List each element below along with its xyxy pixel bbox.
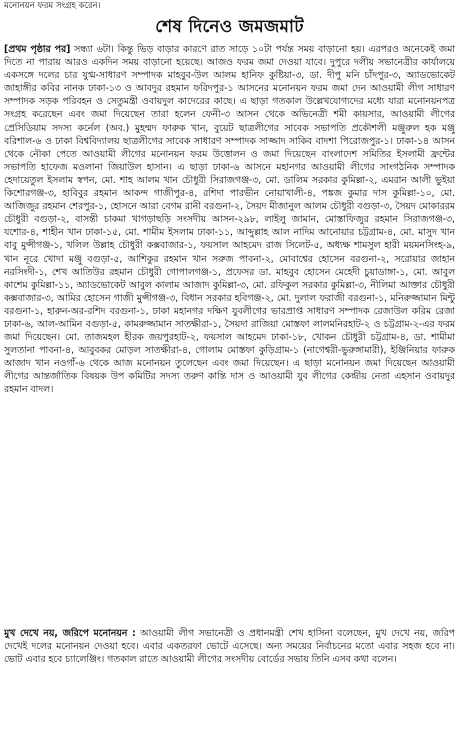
article-body [4,43,455,621]
article-headline: শেষ দিনেও জমজমাট [155,17,304,37]
continuation-label: [প্রথম পৃষ্ঠার পর] [4,44,71,55]
article-body-text: সন্ধ্যা ৬টা। কিন্তু ভিড় বাড়ার কারণে রাত সাড়ে ১০টা পর্যন্ত সময় বাড়ানো হয়। এরপরও অনেকেই জমা দিতে না পারায় আরও একদিন সময় বাড়ানো হয়েছে। আজও ফরম জমা দেওয়া যাবে। দুপুরে দলীয় সভানেত্রীর কার্যালয়ে একসঙ্গে দলের চার যুগ্ম-সাধারণ সম্পাদক মাহবুব-উল আলম হানিফ কুষ্টিয়া-৩, ডা. দীপু মনি চাঁদপুর-৩, অ্যাডভোকেট জাহাঙ্গীর কবির নানক ঢাকা-১৩ ও আবদুর রহমান ফরিদপুর-১ আসনের মনোনয়ন ফরম জমা দেন আওয়ামী লীগ সাধারণ সম্পাদক সড়ক পরিবহন ও সেতুমন্ত্রী ওবায়দুল কাদেরের কাছে। এ ছাড়া গতকাল উল্লেখযোগ্যদের মধ্যে যারা মনোনয়নপত্র সংগ্রহ করেছেন এবং জমা দিয়েছেন তারা হলেন ফেনী-৩ আসন থেকে অভিনেত্রী শমী কায়সার, আওয়ামী লীগের প্রেসিডিয়াম সদস্য কর্নেল (অব.) মুহম্মদ ফারুক খান, বুয়েট ছাত্রলীগের সাবেক সভাপতি প্রকৌশলী মঞ্জুরুল হক মঞ্জু বরিশাল-৬ ও ঢাকা বিশ্ববিদ্যালয় ছাত্রলীগের সাবেক সাধারণ সম্পাদক সাজ্জাদ সাকিব বাদশা পিরোজপুর-১। ঢাকা-১৪ আসন থেকে নৌকা পেতে আওয়ামী লীগের মনোনয়ন ফরম উত্তোলন ও জমা দিয়েছেন বাংলাদেশ সমিতির ইসলামী ফ্রন্টের সভাপতি হাফেজ মওলানা জিয়াউল হাসান। এ ছাড়া ঢাকা-৬ আসনে মহানগর আওয়ামী লীগের সাংগঠনিক সম্পাদক হেদায়েতুল ইসলাম স্বপন, মো. শাহ আলম খান চৌধুরী সিরাজগঞ্জ-৩, মো. ডালিম সরকার কুমিল্লা-২, এমরান আলী ভুইয়া কিশোরগঞ্জ-৩, হাবিবুর রহমান আকন্দ গাজীপুর-৪, রশিদা পারভীন নোয়াখালী-৪, পঙ্কজ কুমার দাস কুমিল্লা-১০, মো. আজিজুর রহমান শেরপুর-১, হোসনে আরা বেগম রানী বরগুনা-২, সৈয়দ মীজানুল আলম চৌধুরী বগুড়া-৩, সৈয়দ মোকাররম চৌধুরী বগুড়া-২, বাসন্তী চাকমা খাগড়াছড়ি সংসদীয় আসন-২৯৮, লাইলু জামান, মোস্তাফিজুর রহমান সিরাজগঞ্জ-৩, যশোর-৪, শাহীন খান ঢাকা-১৫, মো. শামীম ইসলাম ঢাকা-১১, আব্দুল্লাহ আল নাদিম আনোয়ার চট্টগ্রাম-৪, মো. মাসুদ খান বাবু মুন্সীগঞ্জ-১, খলিল উল্লাহ চৌধুরী কক্সবাজার-১, ফয়সাল আহমেদ রাজ সিলেট-৫, অধ্যক্ষ শামসুল হারী ময়মনসিংহ-৯, খান নূরে খোদা মঞ্জু বগুড়া-৫, আশিকুর রহমান খান সরুজ পাবনা-২, মোবাশ্বের হোসেন বরগুনা-২, সরোয়ার জাহান নরসিংদী-১, শেখ আতিউর রহমান চৌধুরী গোপালগঞ্জ-১, প্রফেসর ডা. মাহবুব হোসেন মেহেদী চুয়াডাঙ্গা-১, মো. আবুল কাশেম কুমিল্লা-১১, অ্যাডভোকেট আবুল কালাম আজাদ কুমিল্লা-৩, মো. রফিকুল সরকার কুমিল্লা-৩, নীলিমা আক্তার চৌধুরী কক্সবাজার-৩, আমির হোসেন গাজী মুন্সীগঞ্জ-৩, বিধান সরকার হবিগঞ্জ-২, মো. দুলাল ফরাজী বরগুনা-১, মনিরুজ্জামান মিন্টু বরগুনা-১, হারুন-অর-রশিদ বরগুনা-১, ঢাকা মহানগর দক্ষিণ যুবলীগের ভারপ্রাপ্ত সাধারণ সম্পাদক রেজাউল করিম রেজা ঢাকা-৬, আল-আমিন বগুড়া-৫, কামরুজ্জামান সাতক্ষীরা-১, সৈয়দা রাজিয়া মোস্তফা লালমনিরহাট-২ ও চট্টগ্রাম-২-এর ফরম জমা দিয়েছেন। মো. তাজমহল হীরক জয়পুরহাট-২, ফয়সাল আহমেদ ঢাকা-১৮, খোকন চৌধুরী চট্টগ্রাম-৪, ডা. শামীমা সুলতানা পাবনা-৪, আবুবকর মোড়ল সাতক্ষীরা-৪, গোলাম মোস্তফা কুড়িগ্রাম-১ (নাগেশ্বরী-ভুরুঙ্গামারী), ইঞ্জিনিয়ার ফারুক আজাদ খান নওগাঁ-৬ থেকে আজ মনোনয়ন তুলেছেন এবং জমা দিয়েছেন। এ ছাড়া মনোনয়ন জমা দিয়েছেন আওয়ামী লীগের আন্তর্জাতিক বিষয়ক উপ কমিটির সদস্য তরুণ কান্তি দাস ও আওয়ামী যুব লীগের কেন্দ্রীয় নেতা এহসান ওবায়দুর রহমান বাদল। [4,44,455,396]
section-subhead: মুখ দেখে নয়, জরিপে মনোনয়ন : [4,628,136,639]
section-body-text: আওয়ামী লীগ সভানেত্রী ও প্রধানমন্ত্রী শেখ হাসিনা বলেছেন, মুখ দেখে নয়, জরিপ দেখেই দলের মনোনয়ন দেওয়া হবে। এবার একতরফা ভোটে এসেছে। অন্য সময়ের নির্বাচনের মতো এবার সহজ হবে না। ভোট এবার হবে চ্যালেঞ্জিং। গতকাল রাতে আওয়ামী লীগের সংসদীয় বোর্ডের সভায় তিনি এসব কথা বলেন। [4,628,455,666]
continued-line: মনোনয়ন ফরম সংগ্রহ করেন। [4,1,101,11]
article-section-two [4,627,455,745]
